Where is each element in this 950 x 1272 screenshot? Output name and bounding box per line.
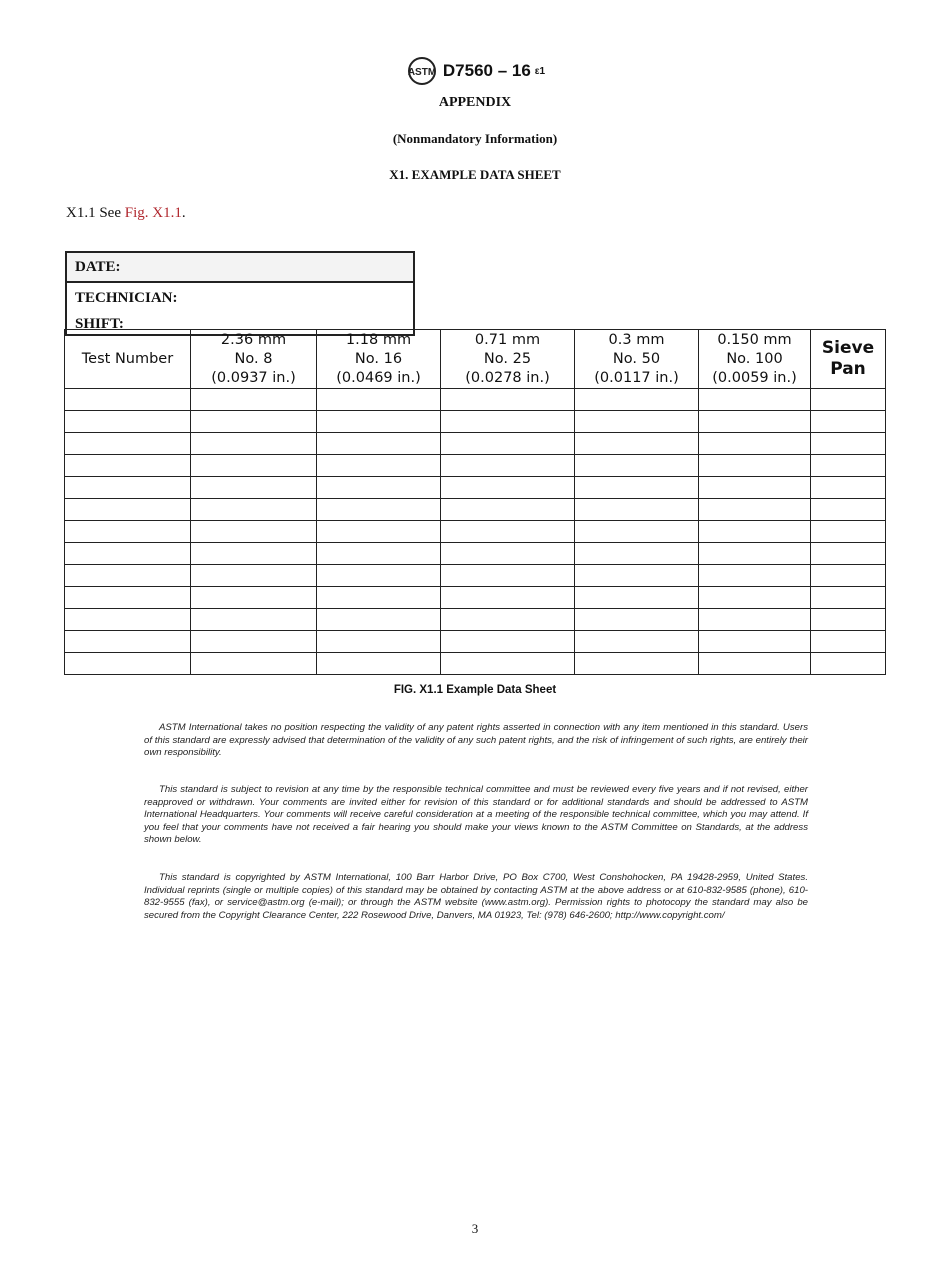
table-cell[interactable]: [811, 499, 886, 521]
table-cell[interactable]: [811, 455, 886, 477]
table-cell[interactable]: [65, 587, 191, 609]
table-cell[interactable]: [65, 389, 191, 411]
table-cell[interactable]: [317, 565, 441, 587]
table-cell[interactable]: [575, 433, 699, 455]
table-cell[interactable]: [441, 411, 575, 433]
table-cell[interactable]: [811, 609, 886, 631]
table-cell[interactable]: [575, 565, 699, 587]
column-header-line: (0.0469 in.): [336, 369, 421, 386]
table-cell[interactable]: [575, 411, 699, 433]
column-header-line: (0.0937 in.): [211, 369, 296, 386]
table-cell[interactable]: [317, 587, 441, 609]
table-cell[interactable]: [575, 609, 699, 631]
column-header: [65, 330, 191, 389]
table-cell[interactable]: [811, 477, 886, 499]
column-header: [811, 330, 886, 389]
document-header: [0, 56, 950, 86]
table-cell[interactable]: [317, 609, 441, 631]
table-cell[interactable]: [65, 433, 191, 455]
table-cell[interactable]: [317, 455, 441, 477]
table-row: [65, 543, 886, 565]
table-cell[interactable]: [811, 433, 886, 455]
table-cell[interactable]: [191, 411, 317, 433]
column-header-line: 2.36 mm: [220, 331, 287, 348]
column-header-line: Sieve: [821, 338, 875, 358]
table-header-row: [65, 330, 886, 389]
footnote-revision: This standard is subject to revision at any time by the responsible technical committee and must be reviewed every five years and if not revised, either reapproved or withdrawn. Your comments are invited either for revision of this standard or for additional standards and should be addressed to ASTM International Headquarters. Your comments will receive careful consideration at a meeting of the responsible technical committee, which you may attend. If you feel that your comments have not received a fair hearing you should make your views known to the ASTM Committee on Standards, at the address shown below.: [144, 784, 808, 845]
table-cell[interactable]: [65, 411, 191, 433]
table-cell[interactable]: [699, 587, 811, 609]
table-cell[interactable]: [191, 565, 317, 587]
table-row: [65, 389, 886, 411]
column-header-line: No. 25: [483, 350, 532, 367]
technician-field: TECHNICIAN:: [75, 290, 178, 306]
table-cell[interactable]: [317, 499, 441, 521]
table-cell[interactable]: [811, 631, 886, 653]
table-cell[interactable]: [65, 521, 191, 543]
section-title: X1. EXAMPLE DATA SHEET: [389, 167, 561, 182]
column-header-line: 1.18 mm: [345, 331, 412, 348]
table-cell[interactable]: [699, 389, 811, 411]
column-header-line: No. 16: [354, 350, 403, 367]
header-form: [65, 251, 415, 336]
shift-field: SHIFT:: [75, 316, 124, 332]
column-header-line: 0.71 mm: [474, 331, 541, 348]
table-cell[interactable]: [191, 433, 317, 455]
table-cell[interactable]: [699, 543, 811, 565]
column-header-line: Test Number: [81, 350, 174, 367]
table-cell[interactable]: [317, 521, 441, 543]
column-header-line: Pan: [830, 359, 866, 379]
table-cell[interactable]: [191, 477, 317, 499]
table-cell[interactable]: [191, 653, 317, 675]
column-header-line: (0.0117 in.): [594, 369, 679, 386]
table-cell[interactable]: [317, 543, 441, 565]
table-row: [65, 653, 886, 675]
table-cell[interactable]: [317, 389, 441, 411]
table-row: [65, 433, 886, 455]
table-cell[interactable]: [811, 521, 886, 543]
column-header-line: No. 50: [612, 350, 661, 367]
table-cell[interactable]: [191, 631, 317, 653]
column-header: [317, 330, 441, 389]
footnote-patent: ASTM International takes no position respecting the validity of any patent rights asserted in connection with any item mentioned in this standard. Users of this standard are expressly advised that determination of the validity of any such patent rights, and the risk of infringement of such rights, are entirely their own responsibility.: [144, 722, 808, 758]
table-cell[interactable]: [699, 433, 811, 455]
table-cell[interactable]: [191, 455, 317, 477]
table-cell[interactable]: [699, 653, 811, 675]
table-cell[interactable]: [191, 521, 317, 543]
table-cell[interactable]: [575, 455, 699, 477]
page-number: 3: [471, 1221, 479, 1236]
table-cell[interactable]: [575, 631, 699, 653]
column-header: [191, 330, 317, 389]
table-cell[interactable]: [65, 499, 191, 521]
table-cell[interactable]: [699, 499, 811, 521]
table-cell[interactable]: [441, 653, 575, 675]
column-header: [575, 330, 699, 389]
paragraph-suffix: .: [181, 205, 186, 221]
column-header-line: 0.3 mm: [608, 331, 665, 348]
table-cell[interactable]: [575, 521, 699, 543]
table-cell[interactable]: [441, 389, 575, 411]
table-cell[interactable]: [575, 477, 699, 499]
table-cell[interactable]: [441, 587, 575, 609]
designation: D7560 – 16: [442, 61, 531, 80]
data-sheet-table: [64, 329, 886, 675]
table-cell[interactable]: [441, 609, 575, 631]
table-cell[interactable]: [65, 631, 191, 653]
column-header-line: 0.150 mm: [717, 331, 792, 348]
appendix-title: APPENDIX: [438, 95, 512, 110]
table-cell[interactable]: [575, 587, 699, 609]
table-cell[interactable]: [191, 499, 317, 521]
column-header: [441, 330, 575, 389]
column-header-line: No. 100: [726, 350, 783, 367]
column-header-line: No. 8: [234, 350, 273, 367]
table-cell[interactable]: [317, 411, 441, 433]
table-cell[interactable]: [575, 499, 699, 521]
table-cell[interactable]: [65, 477, 191, 499]
table-cell[interactable]: [699, 631, 811, 653]
table-cell[interactable]: [699, 609, 811, 631]
table-cell[interactable]: [191, 389, 317, 411]
paragraph-text: X1.1 See: [66, 205, 125, 221]
table-cell[interactable]: [811, 587, 886, 609]
table-row: [65, 565, 886, 587]
table-cell[interactable]: [191, 587, 317, 609]
table-cell[interactable]: [811, 389, 886, 411]
table-cell[interactable]: [699, 565, 811, 587]
table-row: [65, 609, 886, 631]
table-cell[interactable]: [191, 609, 317, 631]
figure-caption: FIG. X1.1 Example Data Sheet: [393, 684, 557, 696]
table-cell[interactable]: [65, 455, 191, 477]
table-cell[interactable]: [441, 455, 575, 477]
table-row: [65, 521, 886, 543]
table-cell[interactable]: [317, 433, 441, 455]
table-cell[interactable]: [441, 543, 575, 565]
table-cell[interactable]: [811, 653, 886, 675]
svg-text:ASTM: ASTM: [407, 67, 437, 78]
table-row: [65, 631, 886, 653]
table-cell[interactable]: [575, 543, 699, 565]
table-cell[interactable]: [65, 609, 191, 631]
table-cell[interactable]: [441, 499, 575, 521]
table-row: [65, 455, 886, 477]
table-row: [65, 499, 886, 521]
column-header: [699, 330, 811, 389]
column-header-line: (0.0278 in.): [465, 369, 550, 386]
table-cell[interactable]: [575, 653, 699, 675]
figure-link[interactable]: Fig. X1.1: [124, 205, 182, 221]
date-field: DATE:: [67, 253, 413, 283]
table-row: [65, 477, 886, 499]
table-cell[interactable]: [811, 543, 886, 565]
table-row: [65, 411, 886, 433]
table-cell[interactable]: [441, 565, 575, 587]
table-cell[interactable]: [699, 455, 811, 477]
table-cell[interactable]: [191, 543, 317, 565]
table-cell[interactable]: [811, 411, 886, 433]
table-cell[interactable]: [811, 565, 886, 587]
table-cell[interactable]: [317, 653, 441, 675]
table-cell[interactable]: [317, 477, 441, 499]
paragraph-x1-1: [66, 205, 186, 222]
table-cell[interactable]: [575, 389, 699, 411]
designation-superscript: ε1: [534, 65, 546, 77]
appendix-subtitle: (Nonmandatory Information): [392, 131, 558, 146]
astm-logo-icon: [405, 56, 439, 86]
table-cell[interactable]: [441, 477, 575, 499]
table-cell[interactable]: [699, 477, 811, 499]
table-cell[interactable]: [441, 433, 575, 455]
table-cell[interactable]: [441, 631, 575, 653]
table-cell[interactable]: [65, 565, 191, 587]
table-cell[interactable]: [441, 521, 575, 543]
table-cell[interactable]: [699, 411, 811, 433]
table-row: [65, 587, 886, 609]
column-header-line: (0.0059 in.): [712, 369, 797, 386]
table-cell[interactable]: [317, 631, 441, 653]
table-cell[interactable]: [65, 653, 191, 675]
footnote-copyright: This standard is copyrighted by ASTM International, 100 Barr Harbor Drive, PO Box C700, West Conshohocken, PA 19428-2959, United States. Individual reprints (single or multiple copies) of this standard may be obtained by contacting ASTM at the above address or at 610-832-9585 (phone), 610-832-9555 (fax), or service@astm.org (e-mail); or through the ASTM website (www.astm.org). Permission rights to photocopy the standard may also be secured from the Copyright Clearance Center, 222 Rosewood Drive, Danvers, MA 01923, Tel: (978) 646-2600; http://www.copyright.com/: [144, 872, 808, 921]
table-cell[interactable]: [699, 521, 811, 543]
table-cell[interactable]: [65, 543, 191, 565]
